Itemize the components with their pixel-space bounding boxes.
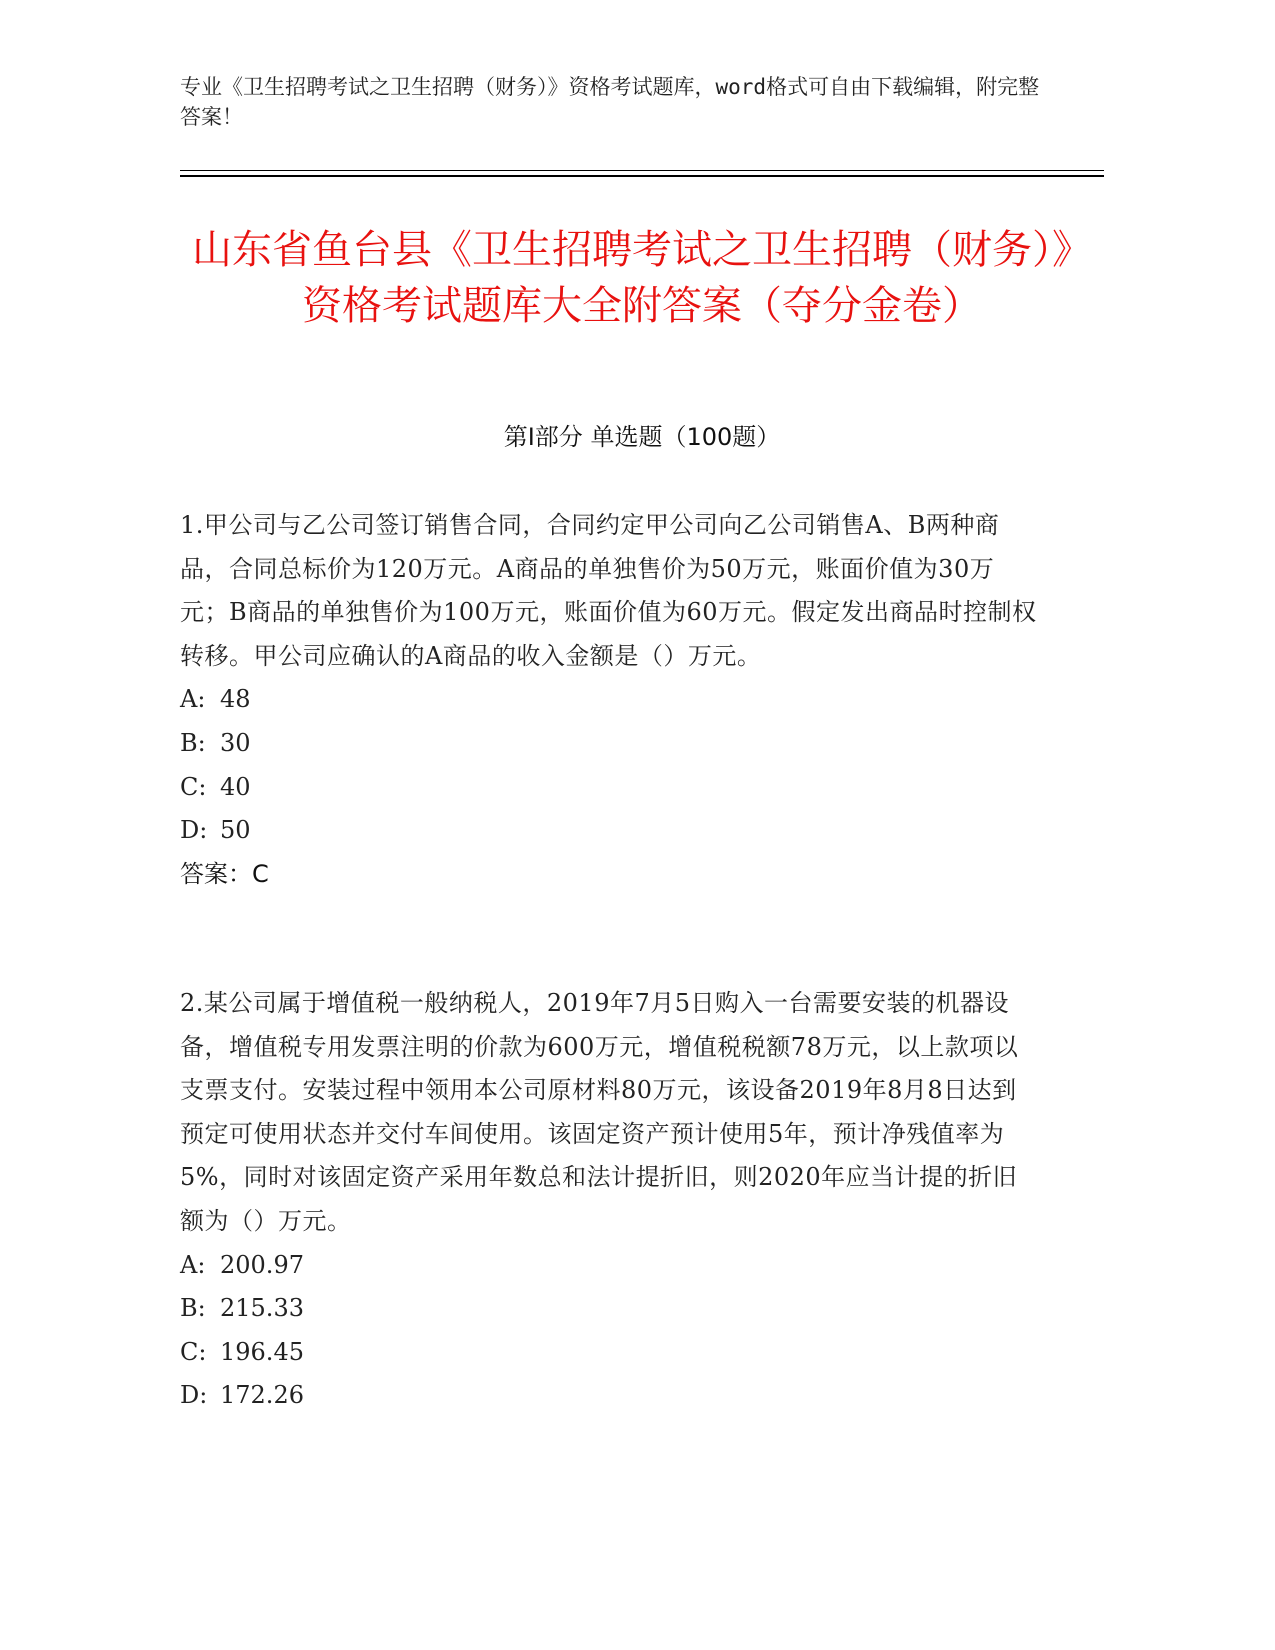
option-value: 50 [220, 816, 251, 845]
header-divider-thin [180, 170, 1104, 171]
option-value: 40 [220, 772, 251, 801]
option-value: 200.97 [220, 1250, 304, 1279]
section-title: 第Ⅰ部分 单选题（100题） [503, 423, 781, 451]
option-letter: B: [180, 728, 206, 757]
header-note: 专业《卫生招聘考试之卫生招聘（财务）》资格考试题库，word格式可自由下载编辑，附完整答案！ [180, 75, 1040, 129]
option-letter: A: [180, 685, 206, 714]
answer-line: 答案：C [180, 859, 269, 888]
option-letter: D: [180, 816, 208, 845]
option-a [180, 1244, 1040, 1288]
option-letter: C: [180, 772, 207, 801]
option-value: 48 [220, 685, 251, 714]
option-d [180, 809, 1040, 853]
question-1 [180, 504, 1040, 896]
option-a [180, 678, 1040, 722]
option-value: 196.45 [220, 1337, 304, 1366]
option-b [180, 722, 1040, 766]
option-value: 215.33 [220, 1294, 304, 1323]
option-value: 172.26 [220, 1381, 304, 1410]
option-c [180, 1331, 1040, 1375]
option-letter: B: [180, 1294, 206, 1323]
option-letter: A: [180, 1250, 206, 1279]
question-text: 2.某公司属于增值税一般纳税人，2019年7月5日购入一台需要安装的机器设备，增值税专用发票注明的价款为600万元，增值税税额78万元，以上款项以支票支付。安装过程中领用本公司原材料80万元，该设备2019年8月8日达到预定可使用状态并交付车间使用。该固定资产预计使用5年，预计净残值率为5%，同时对该固定资产采用年数总和法计提折旧，则2020年应当计提的折旧额为（）万元。 [180, 989, 1019, 1235]
option-c [180, 766, 1040, 810]
question-2 [180, 982, 1040, 1418]
option-d [180, 1374, 1040, 1418]
option-value: 30 [220, 728, 251, 757]
header-divider-thick [180, 175, 1104, 177]
option-b [180, 1287, 1040, 1331]
option-letter: D: [180, 1381, 208, 1410]
question-text: 1.甲公司与乙公司签订销售合同，合同约定甲公司向乙公司销售A、B两种商品，合同总标价为120万元。A商品的单独售价为50万元，账面价值为30万元；B商品的单独售价为100万元，账面价值为60万元。假定发出商品时控制权转移。甲公司应确认的A商品的收入金额是（）万元。 [180, 511, 1037, 670]
document-title: 山东省鱼台县《卫生招聘考试之卫生招聘（财务）》资格考试题库大全附答案（夺分金卷） [192, 227, 1092, 329]
option-letter: C: [180, 1337, 207, 1366]
